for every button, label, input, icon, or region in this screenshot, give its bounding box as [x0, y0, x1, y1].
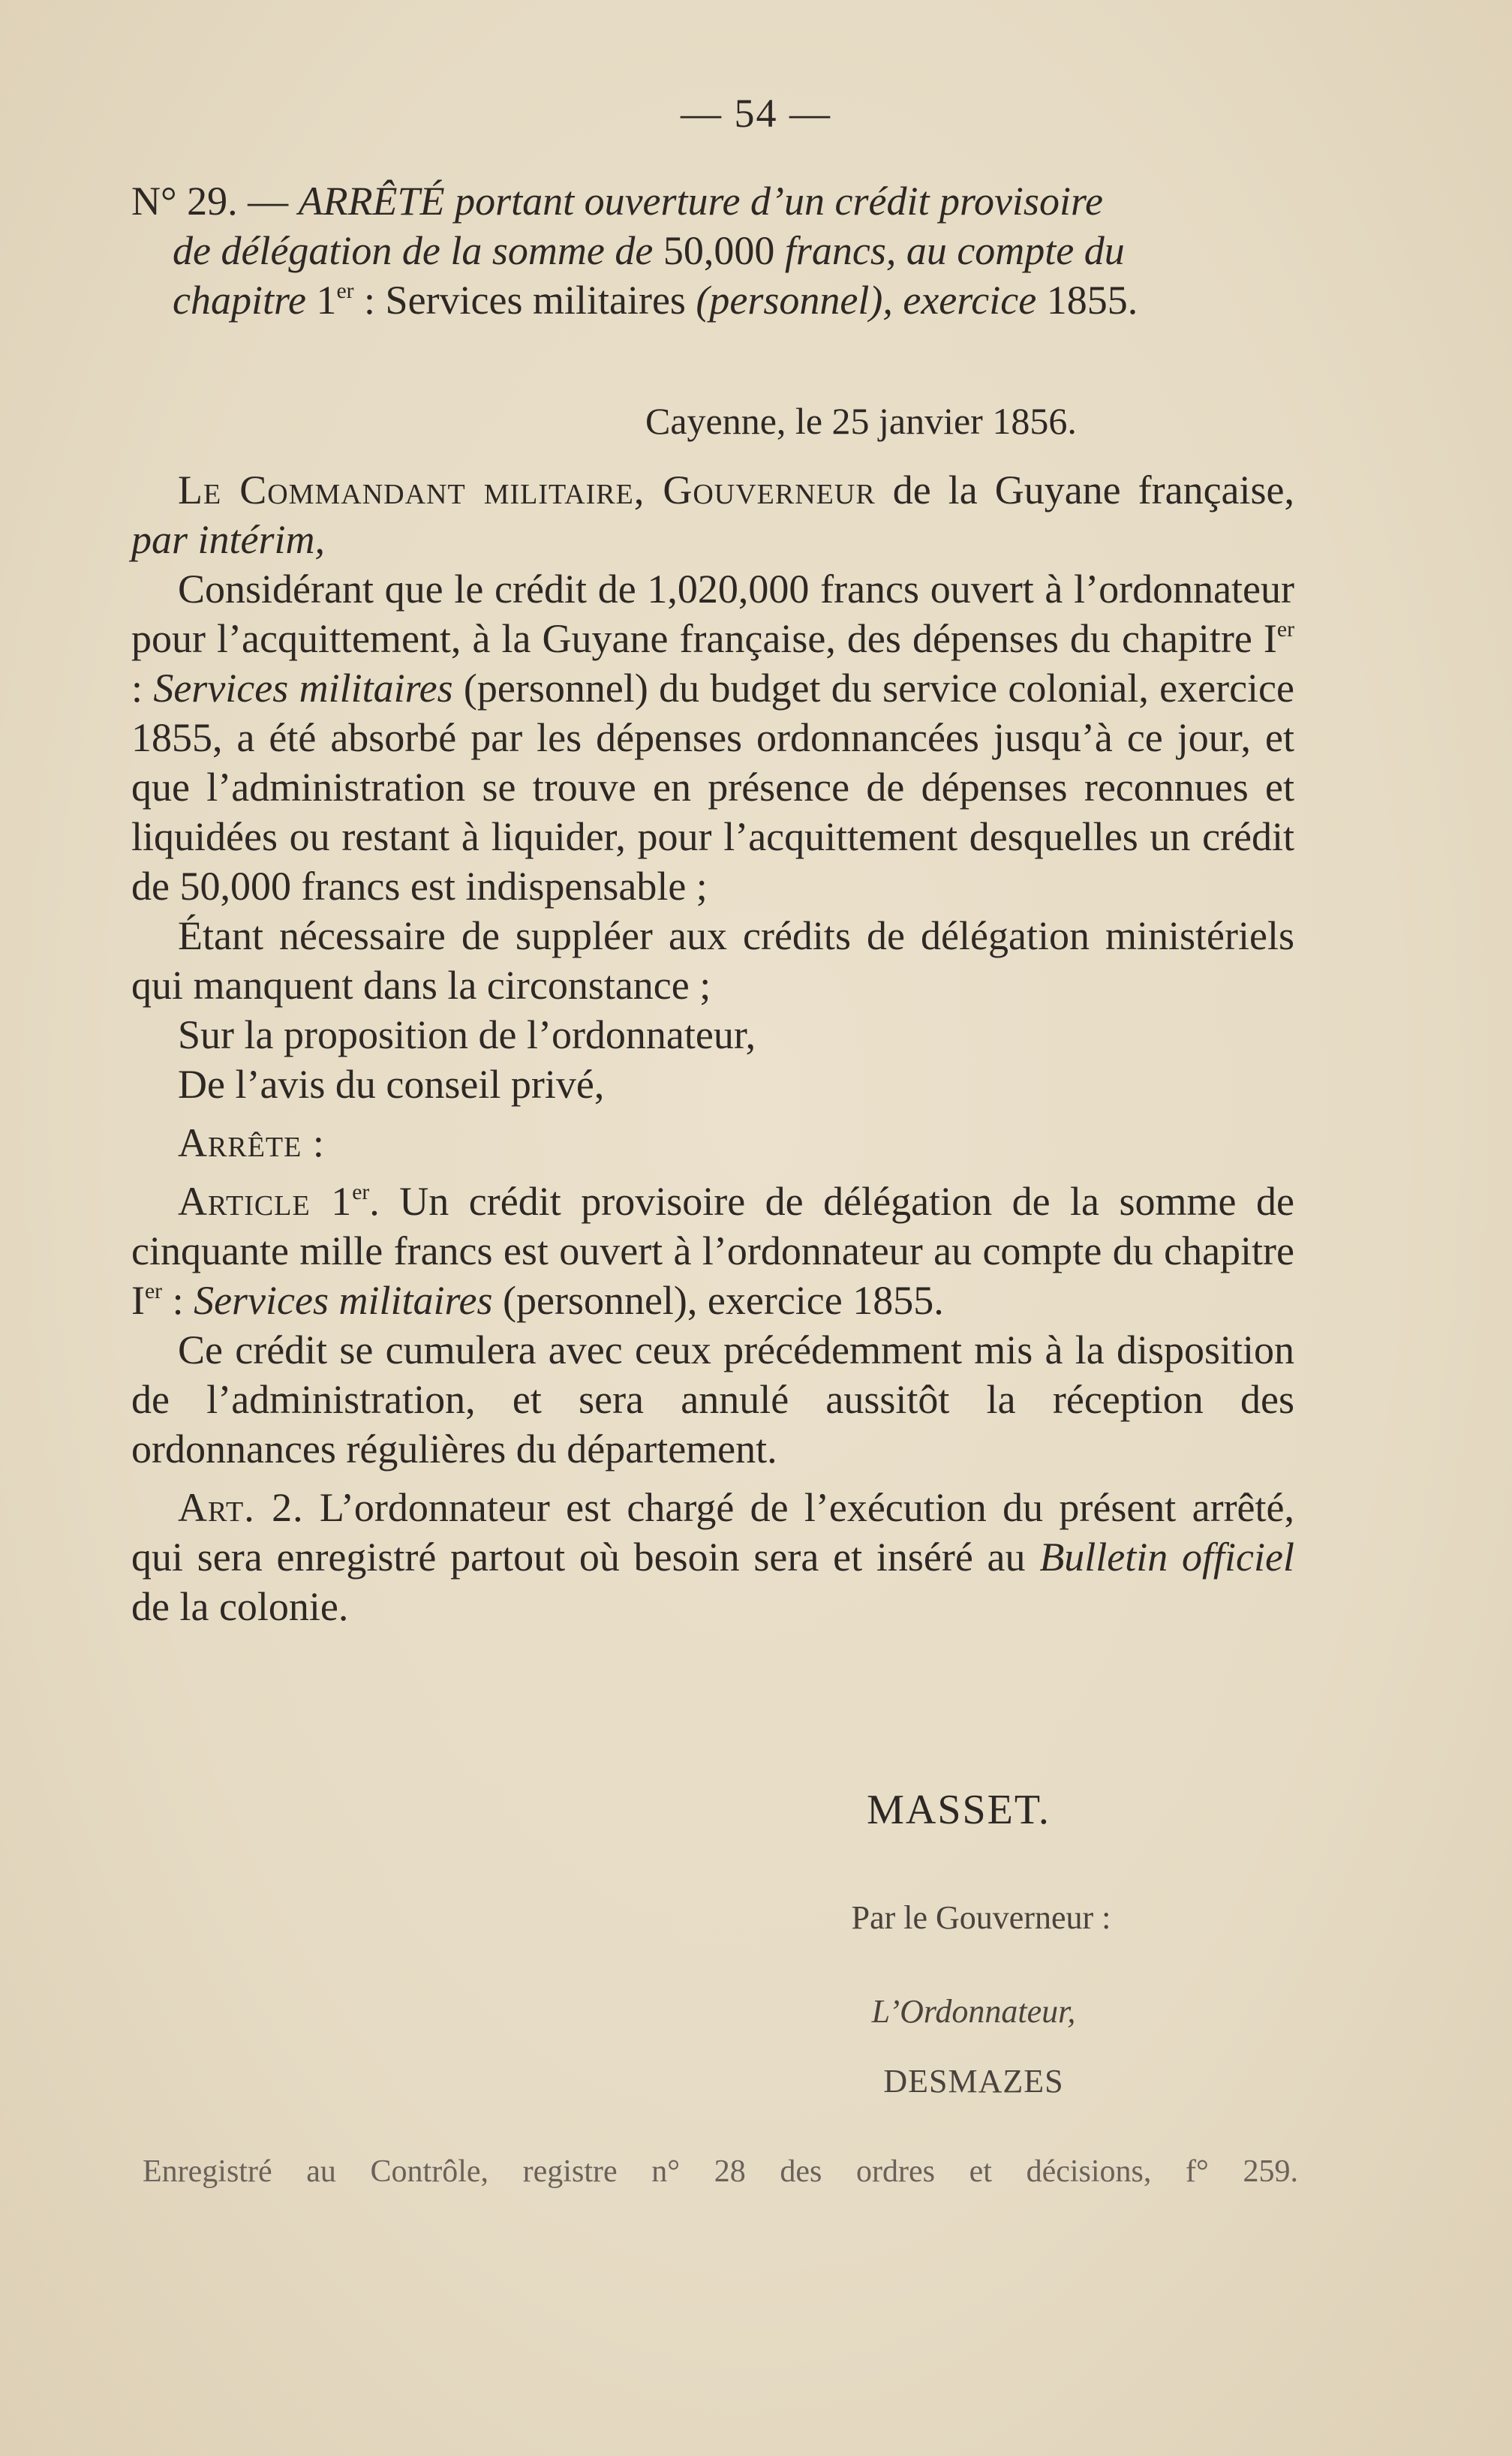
- considerant-text-1: Considérant que le crédit de 1,020,000 francs ouvert à l’ordonnateur pour l’acquittement, à la Guyane française, des dépenses du chapitre I: [131, 567, 1294, 661]
- heading-chapter-sup: er: [336, 279, 354, 304]
- ordonnateur-label: L’Ordonnateur,: [871, 1993, 1076, 2030]
- article-1-text-1: . Un crédit provisoire de délégation de la somme de cinquante mille francs est ouvert à l’ordonnateur au compte du chapitre I: [131, 1179, 1294, 1323]
- arrete-label: Arrête :: [178, 1120, 325, 1165]
- heading-services: : Services militaires: [364, 278, 686, 323]
- heading-line2-text: de délégation de la somme de: [173, 228, 654, 273]
- article-1-label: Article 1: [178, 1179, 353, 1224]
- article-2-text-2: de la colonie.: [131, 1584, 349, 1629]
- decree-number: N° 29. —: [131, 179, 289, 224]
- decree-body: [131, 465, 1294, 1631]
- article-1-sup: er: [352, 1180, 370, 1205]
- article-1-text-2: :: [162, 1278, 194, 1323]
- signature-desmazes: DESMAZES: [883, 2063, 1064, 2100]
- heading-line-2: [131, 226, 1294, 275]
- article-2-paragraph: [131, 1483, 1294, 1631]
- heading-chapitre: chapitre: [173, 278, 306, 323]
- heading-line-1: [131, 176, 1294, 226]
- heading-chapter-number: 1: [316, 278, 337, 323]
- page-number: — 54 —: [681, 91, 831, 136]
- article-1-paragraph: [131, 1177, 1294, 1325]
- decree-title-word: ARRÊTÉ: [298, 179, 445, 224]
- considerant-sup: er: [1276, 618, 1294, 642]
- preamble-interim: par intérim,: [131, 517, 326, 562]
- heading-line1-rest: portant ouverture d’un crédit provisoire: [455, 179, 1103, 224]
- signature-masset: MASSET.: [867, 1787, 1051, 1833]
- preamble-paragraph: [131, 465, 1294, 564]
- heading-year: 1855.: [1046, 278, 1138, 323]
- ce-credit-paragraph: Ce crédit se cumulera avec ceux précédemment mis à la disposition de l’administration, et sera annulé aussitôt la réception des ordonnances régulières du département.: [131, 1327, 1294, 1471]
- article-1-text-3: (personnel), exercice 1855.: [492, 1278, 944, 1323]
- heading-amount: 50,000: [663, 228, 775, 273]
- preamble-title: Le Commandant militaire, Gouverneur: [178, 467, 876, 513]
- article-1-sup-2: er: [144, 1279, 163, 1304]
- considerant-italic: Services militaires: [153, 666, 453, 711]
- decree-heading: [131, 176, 1294, 325]
- article-2-text-1: L’ordonnateur est chargé de l’exécution du présent arrêté, qui sera enregistré partout où besoin sera et inséré au: [131, 1485, 1294, 1580]
- heading-line2-rest: francs, au compte du: [784, 228, 1125, 273]
- de-avis: De l’avis du conseil privé,: [178, 1062, 605, 1107]
- heading-personnel: (personnel), exercice: [696, 278, 1037, 323]
- registration-note: Enregistré au Contrôle, registre n° 28 des ordres et décisions, f° 259.: [143, 2154, 1298, 2189]
- article-2-label: Art. 2.: [178, 1485, 304, 1530]
- place-date: Cayenne, le 25 janvier 1856.: [645, 400, 1077, 442]
- article-1-italic: Services militaires: [194, 1278, 493, 1323]
- etant-paragraph: Étant nécessaire de suppléer aux crédits de délégation ministériels qui manquent dans la circonstance ;: [131, 913, 1294, 1008]
- considerant-text-3: (personnel) du budget du service colonial, exercice 1855, a été absorbé par les dépenses ordonnancées jusqu’à ce jour, et que l’administration se trouve en présence de dépenses reconnues et liquidées ou restant à liquider, pour l’acquittement desquelles un crédit de 50,000 francs est indispensable ;: [131, 666, 1294, 909]
- considerant-text-2: :: [131, 666, 154, 711]
- heading-line-3: [131, 275, 1294, 325]
- sur-proposition: Sur la proposition de l’ordonnateur,: [178, 1012, 756, 1057]
- preamble-title-rest: de la Guyane française,: [892, 467, 1295, 513]
- par-le-gouverneur: Par le Gouverneur :: [851, 1899, 1111, 1936]
- article-2-italic: Bulletin officiel: [1039, 1535, 1295, 1580]
- considerant-paragraph: [131, 564, 1294, 911]
